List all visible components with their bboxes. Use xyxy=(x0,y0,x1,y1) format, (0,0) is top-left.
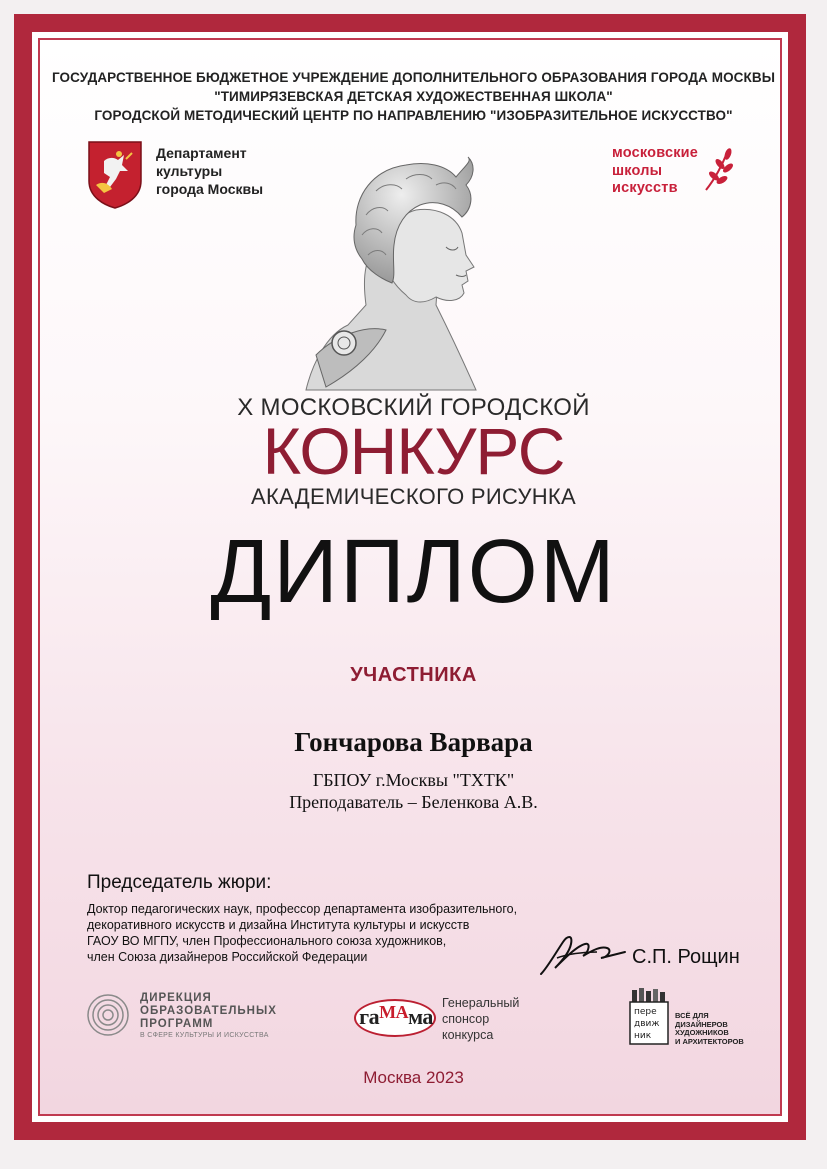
msi-line-1: московские xyxy=(612,145,699,161)
msi-line-3: искусств xyxy=(612,180,678,196)
jury-chair-name: С.П. Рощин xyxy=(632,946,740,968)
jury-description-line-3: ГАОУ ВО МГПУ, член Профессионального союза художников, xyxy=(87,934,447,948)
dop-subtitle: В СФЕРЕ КУЛЬТУРЫ И ИСКУССТВА xyxy=(140,1032,269,1039)
gama-logo-text xyxy=(354,1004,438,1030)
pered-logo-text-2: движ xyxy=(634,1019,660,1029)
general-sponsor-line-3: конкурса xyxy=(442,1028,494,1042)
participant-label: УЧАСТНИКА xyxy=(350,664,477,686)
moscow-coat-of-arms-icon xyxy=(86,139,144,209)
contest-subtitle-top: X МОСКОВСКИЙ ГОРОДСКОЙ xyxy=(237,394,590,421)
dop-line-2: ОБРАЗОВАТЕЛЬНЫХ xyxy=(140,1005,277,1017)
dop-line-1: ДИРЕКЦИЯ xyxy=(140,992,212,1004)
general-sponsor-line-2: спонсор xyxy=(442,1012,490,1026)
pered-line-4: И АРХИТЕКТОРОВ xyxy=(675,1036,744,1046)
gama-logo xyxy=(354,995,438,1041)
header-line-2: "ТИМИРЯЗЕВСКАЯ ДЕТСКАЯ ХУДОЖЕСТВЕННАЯ ШКОЛА" xyxy=(214,89,613,104)
jury-description-line-2: декоративного искусств и дизайна Института культуры и искусств xyxy=(87,918,470,932)
department-line-1: Департамент xyxy=(156,145,247,161)
gama-logo-ga: га xyxy=(359,1004,380,1029)
city-and-year: Москва 2023 xyxy=(363,1068,464,1087)
peredvizhnik-logo-icon xyxy=(628,988,670,1046)
recipient-name: Гончарова Варвара xyxy=(294,727,533,757)
gama-logo-ma: ма xyxy=(408,1004,433,1029)
gama-logo-ma-raised: МА xyxy=(379,1002,409,1022)
pered-logo-text-1: пере xyxy=(634,1007,657,1017)
general-sponsor-line-1: Генеральный xyxy=(442,996,520,1010)
pered-line-1: ВСЁ ДЛЯ xyxy=(675,1011,709,1020)
department-line-3: города Москвы xyxy=(156,181,264,197)
jury-title: Председатель жюри: xyxy=(87,872,272,893)
moscow-art-schools-logo xyxy=(612,145,698,198)
pered-line-3: ХУДОЖНИКОВ xyxy=(675,1028,729,1037)
header-line-3: ГОРОДСКОЙ МЕТОДИЧЕСКИЙ ЦЕНТР ПО НАПРАВЛЕНИЮ "ИЗОБРАЗИТЕЛЬНОЕ ИСКУССТВО" xyxy=(94,108,733,123)
pered-logo-text-3: ник xyxy=(634,1031,652,1041)
recipient-teacher: Преподаватель – Беленкова А.В. xyxy=(289,792,538,812)
jury-description-line-4: член Союза дизайнеров Российской Федерации xyxy=(87,950,368,964)
apollo-bust-illustration xyxy=(296,155,486,395)
department-line-2: культуры xyxy=(156,163,223,179)
contest-title: КОНКУРС xyxy=(262,414,565,488)
pered-line-2: ДИЗАЙНЕРОВ xyxy=(675,1019,728,1029)
contest-subtitle-bottom: АКАДЕМИЧЕСКОГО РИСУНКА xyxy=(250,484,576,509)
department-name xyxy=(156,144,263,198)
dop-logo-text xyxy=(140,992,277,1031)
general-sponsor-label xyxy=(442,995,519,1043)
msi-line-2: школы xyxy=(612,162,663,179)
header-line-1: ГОСУДАРСТВЕННОЕ БЮДЖЕТНОЕ УЧРЕЖДЕНИЕ ДОПОЛНИТЕЛЬНОГО ОБРАЗОВАНИЯ ГОРОДА МОСКВЫ xyxy=(51,70,776,85)
jury-description-line-1: Доктор педагогических наук, профессор департамента изобразительного, xyxy=(87,902,518,916)
diploma-title: ДИПЛОМ xyxy=(210,522,617,622)
laurel-branch-icon xyxy=(700,146,736,192)
dop-line-3: ПРОГРАММ xyxy=(140,1018,214,1030)
recipient-organization: ГБПОУ г.Москвы "ТХТК" xyxy=(312,770,515,790)
dop-concentric-logo-icon xyxy=(86,993,130,1037)
peredvizhnik-tagline xyxy=(675,1012,744,1046)
jury-signature xyxy=(537,928,629,980)
